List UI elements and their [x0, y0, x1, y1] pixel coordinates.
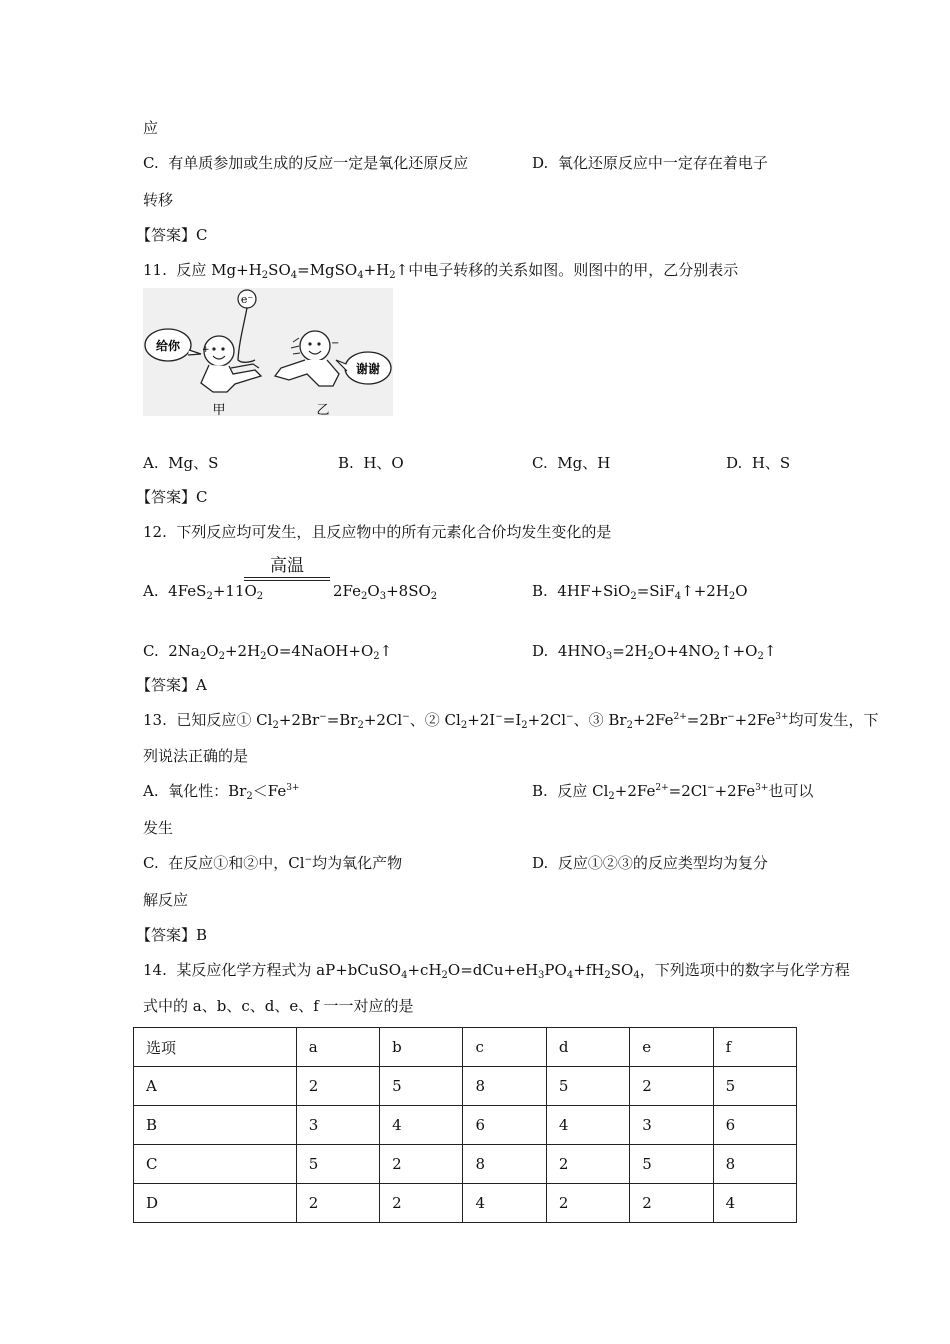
subscript: 2 — [389, 270, 396, 281]
stem-part: +2Br — [278, 711, 320, 729]
stem-part: O=dCu+eH — [447, 961, 539, 979]
q13-answer — [136, 925, 207, 945]
option-label: C. — [143, 642, 159, 660]
q13-option-b-continuation: 发生 — [143, 819, 174, 837]
formula-part: +2H — [224, 642, 261, 660]
q12-option-b — [532, 581, 748, 601]
answer-tag: 【答案】 — [136, 226, 197, 244]
table-cell: 8 — [463, 1067, 546, 1106]
stem-part: =2Br — [686, 711, 728, 729]
stem-part: 、② Cl — [409, 711, 461, 729]
subscript: 2 — [272, 720, 279, 731]
stem-part: =Br — [326, 711, 358, 729]
condition-text: 高温 — [270, 556, 304, 576]
table-cell: 6 — [463, 1106, 546, 1145]
option-text: Mg、H — [557, 454, 611, 472]
table-cell: D — [134, 1184, 297, 1223]
stem-part: 、③ Br — [573, 711, 627, 729]
option-text: 氧化性：Br — [168, 782, 247, 800]
formula-part: =2H — [612, 642, 648, 660]
option-text: 反应 Cl — [557, 782, 609, 800]
table-header-cell: d — [546, 1028, 629, 1067]
q10-answer — [136, 225, 208, 245]
formula-part: ↑+O — [720, 642, 758, 660]
stem-part: +fH — [573, 961, 605, 979]
electron-label: e⁻ — [240, 293, 254, 306]
table-header-cell: a — [296, 1028, 379, 1067]
table-cell: 2 — [380, 1184, 463, 1223]
table-row — [134, 1067, 797, 1106]
stem-part: SO — [610, 961, 634, 979]
q10-option-c — [143, 153, 468, 173]
superscript: 3+ — [286, 783, 300, 793]
table-cell: 5 — [713, 1067, 796, 1106]
table-cell: 2 — [546, 1145, 629, 1184]
table-cell: 2 — [546, 1184, 629, 1223]
answer-tag: 【答案】 — [136, 926, 197, 944]
subscript: 3 — [605, 651, 613, 662]
option-text: 均为氧化产物 — [312, 854, 403, 872]
superscript: − — [495, 712, 503, 722]
subscript: 2 — [647, 651, 654, 662]
figure-yi-head — [300, 331, 330, 361]
formula-part: 4HNO — [557, 642, 606, 660]
table-cell: 2 — [296, 1184, 379, 1223]
subscript: 2 — [630, 591, 637, 602]
option-text: 反应①②③的反应类型均为复分 — [557, 854, 768, 872]
formula-part: O=4NaOH+O — [266, 642, 374, 660]
table-cell: 5 — [296, 1145, 379, 1184]
table-row — [134, 1106, 797, 1145]
subscript: 2 — [261, 270, 269, 281]
option-label: B. — [532, 582, 548, 600]
formula-part: ↑ — [379, 642, 393, 660]
q12-option-a-right — [333, 581, 437, 601]
table-cell: 8 — [463, 1145, 546, 1184]
table-cell: 3 — [296, 1106, 379, 1145]
q12-stem — [143, 522, 611, 542]
stem-part: +2I — [467, 711, 496, 729]
superscript: − — [566, 712, 574, 722]
eye-icon — [317, 342, 320, 345]
option-text: +2Fe — [714, 782, 756, 800]
option-text: =2Cl — [668, 782, 708, 800]
option-label: D. — [532, 642, 549, 660]
stem-part: =I — [502, 711, 522, 729]
answer-value: B — [196, 926, 208, 944]
superscript: 3+ — [775, 712, 789, 722]
formula-part: 4HF+SiO — [557, 582, 631, 600]
q11-answer — [136, 487, 208, 507]
table-cell: A — [134, 1067, 297, 1106]
subscript: 2 — [521, 720, 528, 731]
q13-stem — [143, 710, 879, 730]
superscript: − — [402, 712, 410, 722]
q13-option-a — [143, 781, 299, 801]
subscript: 2 — [728, 591, 736, 602]
option-label: A. — [143, 454, 159, 472]
q12-answer — [136, 675, 207, 695]
table-cell: C — [134, 1145, 297, 1184]
options-table — [133, 1027, 797, 1223]
superscript: 2+ — [673, 712, 687, 722]
table-cell: 8 — [713, 1145, 796, 1184]
option-text: 有单质参加或生成的反应一定是氧化还原反应 — [168, 154, 469, 172]
subscript: 2 — [460, 720, 468, 731]
formula-part: 4FeS — [168, 582, 207, 600]
formula-part: O — [735, 582, 748, 600]
table-cell: 2 — [630, 1067, 713, 1106]
table-header-cell: f — [713, 1028, 796, 1067]
q11-option-b — [338, 453, 404, 473]
eye-icon — [308, 342, 311, 345]
stem-part: ，下列选项中的数字与化学方程 — [639, 961, 850, 979]
stem-part: +2Cl — [363, 711, 403, 729]
stem-part: 均可发生，下 — [788, 711, 879, 729]
formula-part: O — [206, 642, 219, 660]
option-label: B. — [338, 454, 354, 472]
q11-stem — [143, 260, 738, 280]
q13-option-b — [532, 781, 813, 801]
question-number: 14. — [143, 961, 167, 979]
subscript: 4 — [674, 591, 682, 602]
option-label: A. — [143, 582, 159, 600]
stem-part: SO — [268, 261, 291, 279]
table-cell: 4 — [463, 1184, 546, 1223]
answer-value: C — [196, 226, 208, 244]
formula-part: 2Fe — [333, 582, 362, 600]
subscript: 2 — [256, 591, 264, 602]
q13-option-d-continuation: 解反应 — [143, 891, 189, 909]
answer-value: A — [196, 676, 207, 694]
table-header-row — [134, 1028, 797, 1067]
table-cell: 2 — [296, 1067, 379, 1106]
eye-icon — [221, 347, 224, 350]
stem-part: +2Cl — [527, 711, 567, 729]
subscript: 4 — [633, 970, 640, 981]
option-label: D. — [532, 154, 549, 172]
formula-part: =SiF — [636, 582, 675, 600]
q12-option-a-left — [143, 581, 263, 601]
table-cell: 5 — [546, 1067, 629, 1106]
subscript: 2 — [430, 591, 438, 602]
option-text: 氧化还原反应中一定存在着电子 — [557, 154, 768, 172]
subscript: 4 — [290, 270, 298, 281]
formula-part: ↑ — [763, 642, 777, 660]
table-cell: B — [134, 1106, 297, 1145]
stem-part: 反应 Mg+H — [176, 261, 262, 279]
question-number: 12. — [143, 523, 167, 541]
stem-part: PO — [544, 961, 567, 979]
stem-part: ↑中电子转移的关系如图。则图中的甲，乙分别表示 — [395, 261, 739, 279]
subscript: 2 — [199, 651, 207, 662]
subscript: 2 — [206, 591, 213, 602]
option-label: C. — [532, 454, 548, 472]
option-text: +2Fe — [614, 782, 656, 800]
q10-option-d — [532, 153, 768, 173]
formula-part: 2Na — [168, 642, 200, 660]
superscript: 2+ — [655, 783, 669, 793]
superscript: 3+ — [755, 783, 769, 793]
formula-part: +11O — [212, 582, 257, 600]
answer-value: C — [196, 488, 208, 506]
subscript: 2 — [757, 651, 764, 662]
q14-stem-line2: 式中的 a、b、c、d、e、f 一一对应的是 — [143, 997, 414, 1015]
reaction-condition — [244, 556, 330, 581]
table-header-cell: c — [463, 1028, 546, 1067]
stem-part: =MgSO — [297, 261, 358, 279]
formula-part: ↑+2H — [681, 582, 729, 600]
stem-part: +H — [363, 261, 390, 279]
formula-part: O — [367, 582, 380, 600]
label-yi: 乙 — [316, 403, 330, 418]
superscript: − — [727, 712, 735, 722]
option-text: H、O — [363, 454, 404, 472]
q14-stem — [143, 960, 850, 980]
label-jia: 甲 — [212, 403, 226, 418]
option-label: B. — [532, 782, 548, 800]
subscript: 2 — [357, 720, 364, 731]
q12-option-c — [143, 641, 392, 661]
subscript: 2 — [260, 651, 267, 662]
option-text: ＜Fe — [252, 782, 287, 800]
subscript: 4 — [566, 970, 574, 981]
subscript: 2 — [246, 791, 253, 802]
question-number: 11. — [143, 261, 167, 279]
stem-part: +2Fe — [734, 711, 776, 729]
option-text: H、S — [751, 454, 791, 472]
subscript: 2 — [713, 651, 721, 662]
q11-option-a — [143, 453, 218, 473]
minus-sign: − — [331, 338, 340, 349]
table-cell: 4 — [546, 1106, 629, 1145]
table-cell: 4 — [380, 1106, 463, 1145]
subscript: 3 — [538, 970, 545, 981]
subscript: 2 — [218, 651, 225, 662]
option-label: D. — [532, 854, 549, 872]
option-label: C. — [143, 154, 159, 172]
subscript: 2 — [373, 651, 380, 662]
option-text: Mg、S — [168, 454, 219, 472]
stem-part: 某反应化学方程式为 aP+bCuSO — [176, 961, 402, 979]
superscript: − — [707, 783, 715, 793]
stem-part: +cH — [407, 961, 442, 979]
subscript: 3 — [379, 591, 387, 602]
subscript: 2 — [441, 970, 448, 981]
electron-transfer-figure — [143, 288, 393, 418]
q11-option-c — [532, 453, 610, 473]
subscript: 4 — [401, 970, 408, 981]
table-cell: 5 — [630, 1145, 713, 1184]
table-cell: 3 — [630, 1106, 713, 1145]
stem-part: 已知反应① Cl — [176, 711, 273, 729]
plus-sign: + — [202, 345, 210, 355]
table-cell: 4 — [713, 1184, 796, 1223]
answer-tag: 【答案】 — [136, 676, 197, 694]
option-text: 也可以 — [768, 782, 814, 800]
formula-part: +8SO — [386, 582, 431, 600]
subscript: 2 — [608, 791, 615, 802]
table-header-cell: b — [380, 1028, 463, 1067]
subscript: 2 — [604, 970, 611, 981]
q13-stem-line2: 列说法正确的是 — [143, 747, 249, 765]
option-label: A. — [143, 782, 159, 800]
eye-icon — [212, 347, 215, 350]
bubble-left-text: 给你 — [155, 339, 181, 353]
bubble-right-text: 谢谢 — [355, 362, 381, 376]
superscript: − — [304, 855, 313, 865]
table-cell: 2 — [380, 1145, 463, 1184]
q10-stem-continuation: 应 — [143, 119, 159, 137]
stem-text: 下列反应均可发生，且反应物中的所有元素化合价均发生变化的是 — [176, 523, 612, 541]
question-number: 13. — [143, 711, 167, 729]
table-header-cell: 选项 — [134, 1028, 297, 1067]
superscript: − — [319, 712, 327, 722]
figure-svg — [143, 288, 393, 418]
q10-option-d-continuation: 转移 — [143, 191, 174, 209]
answer-tag: 【答案】 — [136, 488, 197, 506]
table-row — [134, 1145, 797, 1184]
subscript: 2 — [361, 591, 368, 602]
option-label: D. — [726, 454, 743, 472]
subscript: 4 — [357, 270, 364, 281]
table-cell: 5 — [380, 1067, 463, 1106]
table-cell: 2 — [630, 1184, 713, 1223]
q12-option-d — [532, 641, 776, 661]
subscript: 2 — [626, 720, 633, 731]
formula-part: O+4NO — [653, 642, 714, 660]
stem-part: +2Fe — [632, 711, 674, 729]
q11-option-d — [726, 453, 790, 473]
table-cell: 6 — [713, 1106, 796, 1145]
option-text: 在反应①和②中，Cl — [168, 854, 305, 872]
table-header-cell: e — [630, 1028, 713, 1067]
q13-option-c — [143, 853, 402, 873]
option-label: C. — [143, 854, 159, 872]
q13-option-d — [532, 853, 768, 873]
table-row — [134, 1184, 797, 1223]
